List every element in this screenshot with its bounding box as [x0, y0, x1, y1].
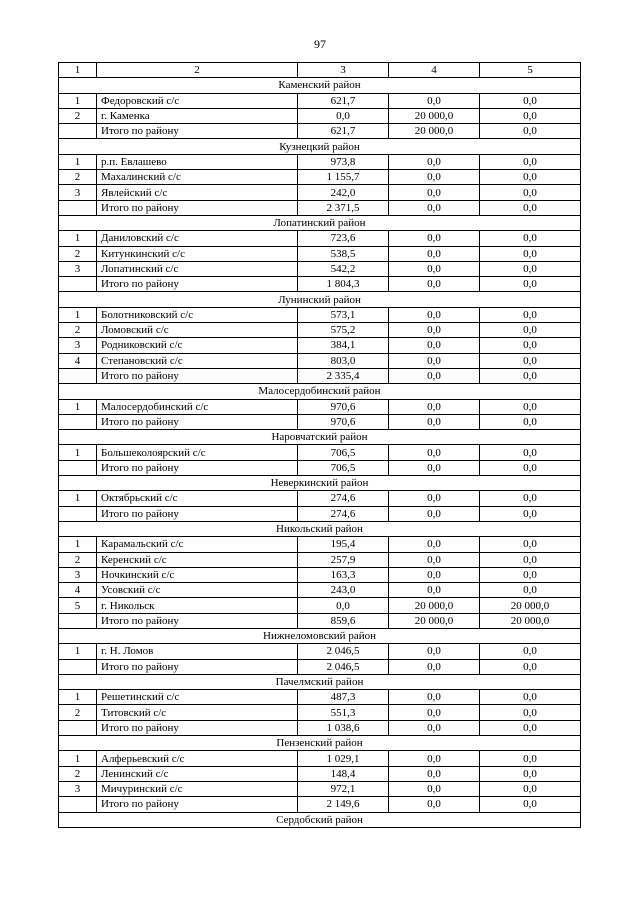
settlement-name-cell: Итого по району — [97, 414, 298, 429]
column-number-cell: 5 — [480, 63, 581, 78]
value-col3-cell: 257,9 — [298, 552, 389, 567]
row-number-cell — [59, 506, 97, 521]
district-name: Наровчатский район — [59, 430, 581, 445]
row-number-cell: 3 — [59, 567, 97, 582]
table-row — [59, 261, 581, 276]
district-header-row — [59, 674, 581, 689]
row-number-cell: 2 — [59, 108, 97, 123]
row-number-cell: 2 — [59, 170, 97, 185]
district-total-row — [59, 659, 581, 674]
settlement-name-cell: Лопатинский с/с — [97, 261, 298, 276]
district-total-row — [59, 368, 581, 383]
value-col5-cell: 0,0 — [480, 261, 581, 276]
value-col3-cell: 163,3 — [298, 567, 389, 582]
value-col3-cell: 706,5 — [298, 445, 389, 460]
table-row — [59, 583, 581, 598]
value-col4-cell: 0,0 — [389, 751, 480, 766]
column-number-cell: 2 — [97, 63, 298, 78]
value-col5-cell: 0,0 — [480, 491, 581, 506]
settlement-name-cell: Итого по району — [97, 460, 298, 475]
value-col4-cell: 0,0 — [389, 399, 480, 414]
settlement-name-cell: Итого по району — [97, 720, 298, 735]
value-col4-cell: 0,0 — [389, 170, 480, 185]
settlement-name-cell: Усовский с/с — [97, 583, 298, 598]
row-number-cell — [59, 720, 97, 735]
value-col5-cell: 0,0 — [480, 797, 581, 812]
settlement-name-cell: г. Н. Ломов — [97, 644, 298, 659]
value-col5-cell: 0,0 — [480, 705, 581, 720]
district-name: Лунинский район — [59, 292, 581, 307]
value-col5-cell: 0,0 — [480, 552, 581, 567]
value-col5-cell: 0,0 — [480, 445, 581, 460]
value-col3-cell: 575,2 — [298, 323, 389, 338]
value-col4-cell: 0,0 — [389, 185, 480, 200]
settlement-name-cell: Итого по району — [97, 613, 298, 628]
settlement-name-cell: Малосердобинский с/с — [97, 399, 298, 414]
value-col3-cell: 1 804,3 — [298, 277, 389, 292]
value-col5-cell: 0,0 — [480, 170, 581, 185]
row-number-cell: 2 — [59, 705, 97, 720]
row-number-cell — [59, 659, 97, 674]
value-col3-cell: 859,6 — [298, 613, 389, 628]
value-col3-cell: 195,4 — [298, 537, 389, 552]
table-row — [59, 491, 581, 506]
district-name: Пачелмский район — [59, 674, 581, 689]
value-col3-cell: 723,6 — [298, 231, 389, 246]
table-row — [59, 781, 581, 796]
value-col3-cell: 2 046,5 — [298, 659, 389, 674]
district-name: Нижнеломовский район — [59, 628, 581, 643]
value-col3-cell: 621,7 — [298, 93, 389, 108]
settlement-name-cell: г. Каменка — [97, 108, 298, 123]
settlement-name-cell: Даниловский с/с — [97, 231, 298, 246]
district-header-row — [59, 292, 581, 307]
settlement-name-cell: Итого по району — [97, 200, 298, 215]
settlement-name-cell: Алферьевский с/с — [97, 751, 298, 766]
district-header-row — [59, 139, 581, 154]
value-col5-cell: 0,0 — [480, 200, 581, 215]
value-col4-cell: 0,0 — [389, 414, 480, 429]
row-number-cell: 2 — [59, 323, 97, 338]
row-number-cell — [59, 613, 97, 628]
district-header-row — [59, 628, 581, 643]
budget-table — [58, 62, 581, 828]
value-col4-cell: 20 000,0 — [389, 613, 480, 628]
value-col4-cell: 0,0 — [389, 154, 480, 169]
settlement-name-cell: г. Никольск — [97, 598, 298, 613]
value-col5-cell: 0,0 — [480, 338, 581, 353]
row-number-cell — [59, 368, 97, 383]
settlement-name-cell: Китункинский с/с — [97, 246, 298, 261]
value-col3-cell: 542,2 — [298, 261, 389, 276]
table-row — [59, 644, 581, 659]
district-name: Лопатинский район — [59, 215, 581, 230]
value-col4-cell: 0,0 — [389, 323, 480, 338]
value-col3-cell: 621,7 — [298, 124, 389, 139]
column-number-cell: 1 — [59, 63, 97, 78]
row-number-cell — [59, 414, 97, 429]
value-col4-cell: 20 000,0 — [389, 598, 480, 613]
district-name: Сердобский район — [59, 812, 581, 827]
district-name: Каменский район — [59, 78, 581, 93]
district-total-row — [59, 124, 581, 139]
value-col3-cell: 573,1 — [298, 307, 389, 322]
settlement-name-cell: Октябрьский с/с — [97, 491, 298, 506]
district-header-row — [59, 476, 581, 491]
row-number-cell: 3 — [59, 338, 97, 353]
row-number-cell: 4 — [59, 583, 97, 598]
table-row — [59, 552, 581, 567]
row-number-cell: 5 — [59, 598, 97, 613]
district-name: Пензенский район — [59, 736, 581, 751]
value-col4-cell: 0,0 — [389, 246, 480, 261]
settlement-name-cell: Итого по району — [97, 506, 298, 521]
value-col4-cell: 0,0 — [389, 506, 480, 521]
value-col5-cell: 0,0 — [480, 506, 581, 521]
table-row — [59, 766, 581, 781]
value-col4-cell: 0,0 — [389, 644, 480, 659]
district-header-row — [59, 78, 581, 93]
settlement-name-cell: Большеколоярский с/с — [97, 445, 298, 460]
column-number-cell: 4 — [389, 63, 480, 78]
value-col5-cell: 0,0 — [480, 644, 581, 659]
row-number-cell — [59, 277, 97, 292]
district-total-row — [59, 277, 581, 292]
value-col5-cell: 0,0 — [480, 460, 581, 475]
row-number-cell: 2 — [59, 766, 97, 781]
value-col3-cell: 384,1 — [298, 338, 389, 353]
row-number-cell: 1 — [59, 491, 97, 506]
value-col4-cell: 0,0 — [389, 705, 480, 720]
value-col3-cell: 2 371,5 — [298, 200, 389, 215]
value-col3-cell: 551,3 — [298, 705, 389, 720]
table-row — [59, 154, 581, 169]
settlement-name-cell: Явлейский с/с — [97, 185, 298, 200]
district-header-row — [59, 736, 581, 751]
settlement-name-cell: Ломовский с/с — [97, 323, 298, 338]
row-number-cell — [59, 797, 97, 812]
district-header-row — [59, 215, 581, 230]
row-number-cell: 3 — [59, 781, 97, 796]
table-row — [59, 567, 581, 582]
settlement-name-cell: Родниковский с/с — [97, 338, 298, 353]
row-number-cell: 3 — [59, 185, 97, 200]
table-row — [59, 185, 581, 200]
value-col4-cell: 0,0 — [389, 261, 480, 276]
value-col3-cell: 706,5 — [298, 460, 389, 475]
district-total-row — [59, 613, 581, 628]
settlement-name-cell: Титовский с/с — [97, 705, 298, 720]
district-total-row — [59, 797, 581, 812]
row-number-cell: 1 — [59, 690, 97, 705]
settlement-name-cell: Итого по району — [97, 368, 298, 383]
table-row — [59, 598, 581, 613]
value-col5-cell: 20 000,0 — [480, 598, 581, 613]
value-col5-cell: 20 000,0 — [480, 613, 581, 628]
value-col5-cell: 0,0 — [480, 353, 581, 368]
value-col5-cell: 0,0 — [480, 124, 581, 139]
settlement-name-cell: Итого по району — [97, 797, 298, 812]
table-row — [59, 93, 581, 108]
value-col4-cell: 0,0 — [389, 766, 480, 781]
value-col4-cell: 0,0 — [389, 720, 480, 735]
row-number-cell: 4 — [59, 353, 97, 368]
district-total-row — [59, 506, 581, 521]
value-col3-cell: 1 155,7 — [298, 170, 389, 185]
value-col5-cell: 0,0 — [480, 368, 581, 383]
settlement-name-cell: Махалинский с/с — [97, 170, 298, 185]
column-number-row — [59, 63, 581, 78]
value-col5-cell: 0,0 — [480, 231, 581, 246]
row-number-cell: 2 — [59, 246, 97, 261]
row-number-cell: 2 — [59, 552, 97, 567]
value-col4-cell: 0,0 — [389, 353, 480, 368]
table-row — [59, 399, 581, 414]
district-name: Никольский район — [59, 521, 581, 536]
value-col5-cell: 0,0 — [480, 720, 581, 735]
row-number-cell: 1 — [59, 154, 97, 169]
district-header-row — [59, 430, 581, 445]
district-header-row — [59, 812, 581, 827]
value-col3-cell: 2 046,5 — [298, 644, 389, 659]
table-row — [59, 445, 581, 460]
value-col5-cell: 0,0 — [480, 766, 581, 781]
row-number-cell: 1 — [59, 307, 97, 322]
table-row — [59, 170, 581, 185]
value-col3-cell: 148,4 — [298, 766, 389, 781]
settlement-name-cell: Решетинский с/с — [97, 690, 298, 705]
value-col5-cell: 0,0 — [480, 154, 581, 169]
value-col5-cell: 0,0 — [480, 537, 581, 552]
value-col3-cell: 242,0 — [298, 185, 389, 200]
settlement-name-cell: Итого по району — [97, 124, 298, 139]
district-header-row — [59, 521, 581, 536]
settlement-name-cell: Керенский с/с — [97, 552, 298, 567]
district-header-row — [59, 384, 581, 399]
table-row — [59, 307, 581, 322]
value-col5-cell: 0,0 — [480, 399, 581, 414]
row-number-cell: 1 — [59, 751, 97, 766]
value-col3-cell: 972,1 — [298, 781, 389, 796]
value-col5-cell: 0,0 — [480, 185, 581, 200]
table-row — [59, 537, 581, 552]
value-col5-cell: 0,0 — [480, 277, 581, 292]
settlement-name-cell: р.п. Евлашево — [97, 154, 298, 169]
row-number-cell: 3 — [59, 261, 97, 276]
district-total-row — [59, 414, 581, 429]
value-col5-cell: 0,0 — [480, 567, 581, 582]
value-col5-cell: 0,0 — [480, 323, 581, 338]
row-number-cell: 1 — [59, 537, 97, 552]
column-number-cell: 3 — [298, 63, 389, 78]
value-col5-cell: 0,0 — [480, 583, 581, 598]
value-col3-cell: 274,6 — [298, 506, 389, 521]
value-col4-cell: 0,0 — [389, 690, 480, 705]
settlement-name-cell: Ленинский с/с — [97, 766, 298, 781]
value-col4-cell: 0,0 — [389, 460, 480, 475]
page-number: 97 — [314, 37, 326, 51]
district-name: Неверкинский район — [59, 476, 581, 491]
row-number-cell: 1 — [59, 231, 97, 246]
value-col4-cell: 0,0 — [389, 200, 480, 215]
value-col5-cell: 0,0 — [480, 414, 581, 429]
table-row — [59, 705, 581, 720]
settlement-name-cell: Мичуринский с/с — [97, 781, 298, 796]
value-col4-cell: 0,0 — [389, 781, 480, 796]
table-row — [59, 338, 581, 353]
value-col4-cell: 0,0 — [389, 583, 480, 598]
value-col4-cell: 0,0 — [389, 445, 480, 460]
settlement-name-cell: Федоровский с/с — [97, 93, 298, 108]
value-col3-cell: 0,0 — [298, 108, 389, 123]
row-number-cell: 1 — [59, 445, 97, 460]
district-total-row — [59, 200, 581, 215]
row-number-cell — [59, 200, 97, 215]
row-number-cell: 1 — [59, 644, 97, 659]
value-col5-cell: 0,0 — [480, 690, 581, 705]
value-col5-cell: 0,0 — [480, 108, 581, 123]
table-row — [59, 353, 581, 368]
table-row — [59, 323, 581, 338]
value-col3-cell: 970,6 — [298, 399, 389, 414]
table-row — [59, 246, 581, 261]
value-col4-cell: 0,0 — [389, 93, 480, 108]
table-row — [59, 690, 581, 705]
value-col5-cell: 0,0 — [480, 781, 581, 796]
value-col4-cell: 0,0 — [389, 338, 480, 353]
value-col3-cell: 2 335,4 — [298, 368, 389, 383]
value-col4-cell: 0,0 — [389, 659, 480, 674]
value-col3-cell: 243,0 — [298, 583, 389, 598]
value-col3-cell: 2 149,6 — [298, 797, 389, 812]
value-col4-cell: 0,0 — [389, 797, 480, 812]
table-row — [59, 108, 581, 123]
settlement-name-cell: Карамальский с/с — [97, 537, 298, 552]
district-name: Малосердобинский район — [59, 384, 581, 399]
value-col3-cell: 1 029,1 — [298, 751, 389, 766]
row-number-cell — [59, 124, 97, 139]
value-col5-cell: 0,0 — [480, 93, 581, 108]
value-col3-cell: 487,3 — [298, 690, 389, 705]
value-col4-cell: 0,0 — [389, 537, 480, 552]
value-col4-cell: 0,0 — [389, 491, 480, 506]
table-body — [59, 63, 581, 828]
value-col3-cell: 538,5 — [298, 246, 389, 261]
value-col4-cell: 20 000,0 — [389, 124, 480, 139]
value-col3-cell: 274,6 — [298, 491, 389, 506]
row-number-cell: 1 — [59, 399, 97, 414]
district-total-row — [59, 720, 581, 735]
value-col3-cell: 970,6 — [298, 414, 389, 429]
value-col3-cell: 973,8 — [298, 154, 389, 169]
value-col4-cell: 0,0 — [389, 231, 480, 246]
row-number-cell: 1 — [59, 93, 97, 108]
table-row — [59, 751, 581, 766]
value-col4-cell: 0,0 — [389, 277, 480, 292]
settlement-name-cell: Болотниковский с/с — [97, 307, 298, 322]
table-row — [59, 231, 581, 246]
value-col3-cell: 0,0 — [298, 598, 389, 613]
district-total-row — [59, 460, 581, 475]
row-number-cell — [59, 460, 97, 475]
value-col4-cell: 20 000,0 — [389, 108, 480, 123]
value-col4-cell: 0,0 — [389, 552, 480, 567]
value-col5-cell: 0,0 — [480, 751, 581, 766]
value-col4-cell: 0,0 — [389, 368, 480, 383]
value-col4-cell: 0,0 — [389, 307, 480, 322]
value-col4-cell: 0,0 — [389, 567, 480, 582]
value-col5-cell: 0,0 — [480, 659, 581, 674]
value-col3-cell: 803,0 — [298, 353, 389, 368]
settlement-name-cell: Ночкинский с/с — [97, 567, 298, 582]
value-col3-cell: 1 038,6 — [298, 720, 389, 735]
settlement-name-cell: Степановский с/с — [97, 353, 298, 368]
settlement-name-cell: Итого по району — [97, 659, 298, 674]
settlement-name-cell: Итого по району — [97, 277, 298, 292]
value-col5-cell: 0,0 — [480, 246, 581, 261]
value-col5-cell: 0,0 — [480, 307, 581, 322]
district-name: Кузнецкий район — [59, 139, 581, 154]
